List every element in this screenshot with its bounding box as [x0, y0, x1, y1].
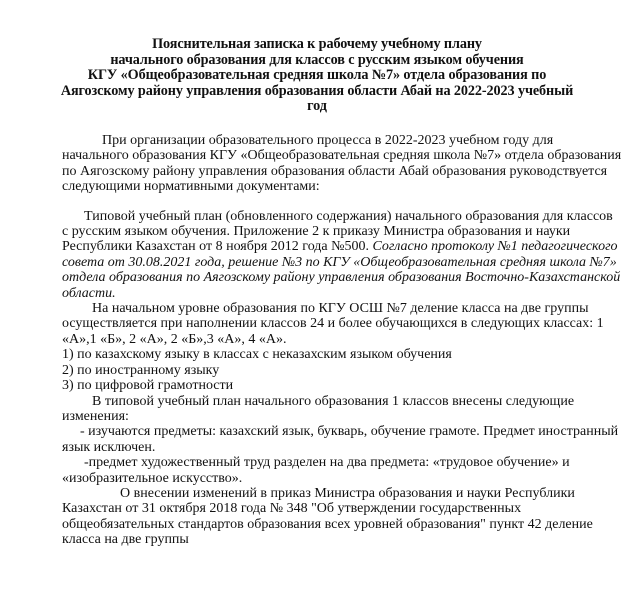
paragraph-intro: При организации образовательного процесса в 2022-2023 учебном году для начального образования КГУ «Общеобразовательная средняя школа №7» отдела образования по Аягозскому району управления образования области Абай образования руководствуется следующими нормативными документами:	[62, 133, 622, 195]
protocol-note: Согласно протоколу №1 педагогического совета от 30.08.2021 года, решение №3 по КГУ «Общеобразовательная средняя школа №7» отдела образования по Аягозскому району управления образования Восточно-Казахстанской области.	[62, 239, 621, 301]
heading-line-2: начального образования для классов с русским языком обучения	[110, 51, 524, 68]
heading-line-4: Аягозскому району управления образования области Абай на 2022-2023 учебный	[60, 82, 574, 99]
paragraph-art-labour: -предмет художественный труд разделен на два предмета: «трудовое обучение» и «изобразительное искусство».	[62, 455, 570, 486]
paragraph-subjects: - изучаются предметы: казахский язык, букварь, обучение грамоте. Предмет иностранный язык исключен.	[62, 424, 619, 455]
paragraph-class-division: На начальном уровне образования по КГУ ОСШ №7 деление класса на две группы осуществляется при наполнении классов 24 и более обучающихся в следующих классах: 1 «А»,1 «Б», 2 «А», 2 «Б»,3 «А», 4 «А».	[62, 301, 604, 347]
typical-plan-text: Типовой учебный план (обновленного содержания) начального образования для классов с русским языком обучения. Приложение 2 к приказу Министра образования и науки Республики Казахстан от 8 ноября 2012 года №500.	[62, 208, 613, 255]
list-item-1: 1) по казахскому языку в классах с неказахским языком обучения	[62, 347, 452, 363]
paragraph-typical-plan	[62, 209, 622, 301]
list-item-3: 3) по цифровой грамотности	[62, 378, 234, 394]
paragraph-changes: В типовой учебный план начального образования 1 классов внесены следующие изменения:	[62, 393, 575, 424]
document-heading	[20, 37, 614, 115]
list-item-2: 2) по иностранному языку	[62, 362, 220, 378]
heading-line-5: год	[307, 98, 327, 115]
paragraph-order-amendment: О внесении изменений в приказ Министра образования и науки Республики Казахстан от 31 октября 2018 года № 348 "Об утверждении государственных общеобязательных стандартов образования всех уровней образования" пункт 42 деление класса на две группы	[62, 485, 593, 548]
heading-line-1: Пояснительная записка к рабочему учебному плану	[152, 36, 482, 52]
document-body	[62, 133, 622, 548]
heading-line-3: КГУ «Общеобразовательная средняя школа №7» отдела образования по	[87, 67, 547, 84]
